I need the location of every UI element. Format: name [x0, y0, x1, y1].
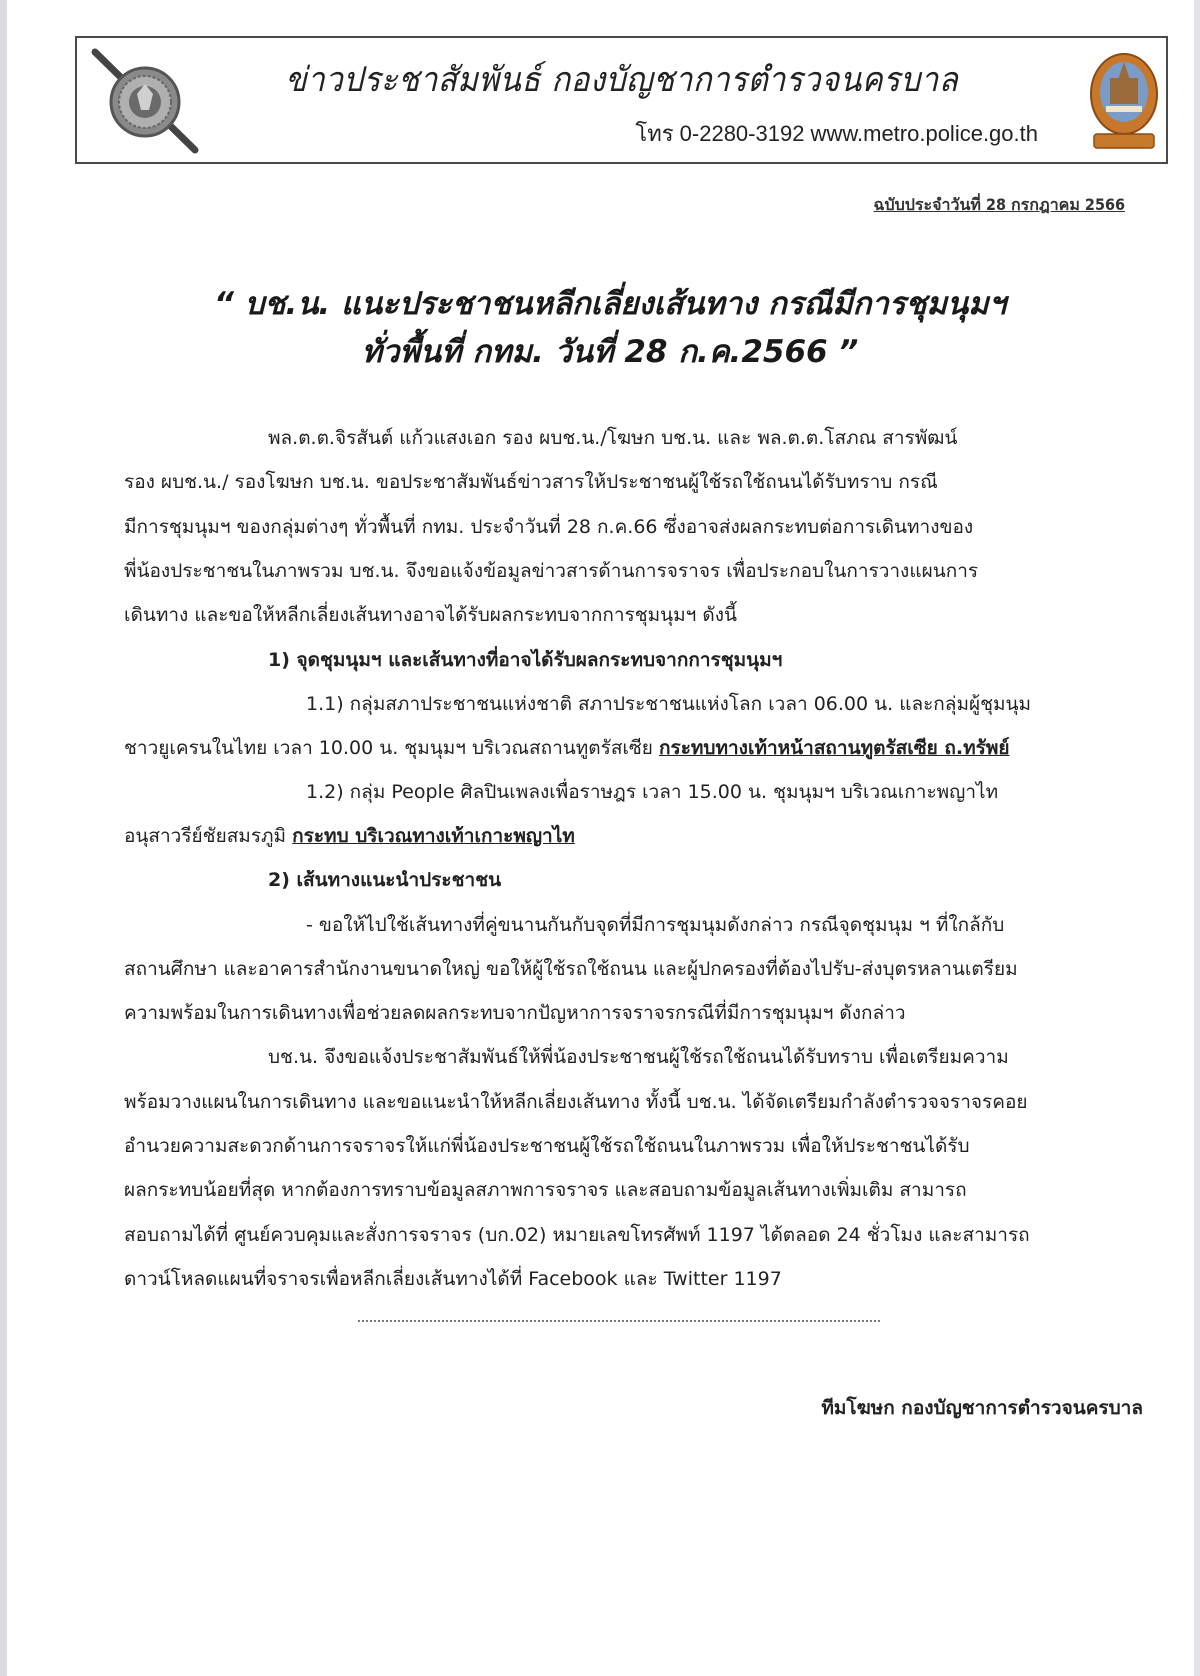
section-2-heading: 2) เส้นทางแนะนำประชาชน [268, 869, 502, 891]
closing-line: อำนวยความสะดวกด้านการจราจรให้แก่พี่น้องประชาชนผู้ใช้รถใช้ถนนในภาพรวม เพื่อให้ประชาชนได้รับ [124, 1135, 970, 1157]
page-edge-left [0, 0, 7, 1676]
section-2-line: สถานศึกษา และอาคารสำนักงานขนาดใหญ่ ขอให้ผู้ใช้รถใช้ถนน และผู้ปกครองที่ต้องไปรับ-ส่งบุตรหลานเตรียม [124, 958, 1018, 980]
item-1-1-line-2 [124, 733, 1010, 763]
item-1-1-line-1: 1.1) กลุ่มสภาประชาชนแห่งชาติ สภาประชาชนแห่งโลก เวลา 06.00 น. และกลุ่มผู้ชุมนุม [306, 693, 1032, 715]
headline-line-1: “ บช.น. แนะประชาชนหลีกเลี่ยงเส้นทาง กรณีมีการชุมนุมฯ [213, 286, 1006, 322]
closing-line: สอบถามได้ที่ ศูนย์ควบคุมและสั่งการจราจร (บก.02) หมายเลขโทรศัพท์ 1197 ได้ตลอด 24 ชั่วโมง และสามารถ [124, 1224, 1030, 1246]
section-2-line: ความพร้อมในการเดินทางเพื่อช่วยลดผลกระทบจากปัญหาการจราจรกรณีที่มีการชุมนุมฯ ดังกล่าว [124, 1002, 906, 1024]
metropolitan-police-seal-icon [1088, 48, 1160, 154]
closing-line: พร้อมวางแผนในการเดินทาง และขอแนะนำให้หลีกเลี่ยงเส้นทาง ทั้งนี้ บช.น. ได้จัดเตรียมกำลังตำรวจจราจรคอย [124, 1091, 1028, 1113]
closing-line: ผลกระทบน้อยที่สุด หากต้องการทราบข้อมูลสภาพการจราจร และสอบถามข้อมูลเส้นทางเพิ่มเติม สามารถ [124, 1179, 967, 1201]
item-1-2-line-1: 1.2) กลุ่ม People ศิลปินเพลงเพื่อราษฎร เวลา 15.00 น. ชุมนุมฯ บริเวณเกาะพญาไท [306, 781, 999, 803]
signature: ทีมโฆษก กองบัญชาการตำรวจนครบาล [821, 1397, 1143, 1419]
intro-line: รอง ผบช.น./ รองโฆษก บช.น. ขอประชาสัมพันธ์ข่าวสารให้ประชาชนผู้ใช้รถใช้ถนนได้รับทราบ กรณี [124, 471, 938, 493]
intro-line: พล.ต.ต.จิรสันต์ แก้วแสงเอก รอง ผบช.น./โฆษก บช.น. และ พล.ต.ต.โสภณ สารพัฒน์ [268, 427, 958, 449]
item-1-2-text: อนุสาวรีย์ชัยสมรภูมิ [124, 825, 293, 847]
dotted-separator [358, 1320, 880, 1322]
intro-line: เดินทาง และขอให้หลีกเลี่ยงเส้นทางอาจได้รับผลกระทบจากการชุมนุมฯ ดังนี้ [124, 604, 737, 626]
police-emblem-icon [87, 44, 205, 156]
section-2-line: - ขอให้ไปใช้เส้นทางที่คู่ขนานกันกับจุดที่มีการชุมนุมดังกล่าว กรณีจุดชุมนุม ฯ ที่ใกล้กับ [306, 914, 1005, 936]
letterhead [75, 36, 1168, 164]
section-1-heading: 1) จุดชุมนุมฯ และเส้นทางที่อาจได้รับผลกระทบจากการชุมนุมฯ [268, 649, 783, 671]
item-1-2-impact: กระทบ บริเวณทางเท้าเกาะพญาไท [292, 825, 575, 847]
letterhead-title: ข่าวประชาสัมพันธ์ กองบัญชาการตำรวจนครบาล [285, 60, 959, 100]
page-edge-right [1194, 0, 1200, 1676]
item-1-1-impact: กระทบทางเท้าหน้าสถานทูตรัสเซีย ถ.ทรัพย์ [658, 737, 1010, 759]
item-1-2-line-2 [124, 821, 575, 851]
closing-line: ดาวน์โหลดแผนที่จราจรเพื่อหลีกเลี่ยงเส้นทางได้ที่ Facebook และ Twitter 1197 [124, 1268, 782, 1290]
letterhead-contact: โทร 0-2280-3192 www.metro.police.go.th [635, 121, 1038, 146]
headline-line-2: ทั่วพื้นที่ กทม. วันที่ 28 ก.ค.2566 ” [361, 334, 859, 370]
item-1-1-text: ชาวยูเครนในไทย เวลา 10.00 น. ชุมนุมฯ บริเวณสถานทูตรัสเซีย [124, 737, 659, 759]
issue-date: ฉบับประจำวันที่ 28 กรกฎาคม 2566 [873, 195, 1125, 214]
closing-line: บช.น. จึงขอแจ้งประชาสัมพันธ์ให้พี่น้องประชาชนผู้ใช้รถใช้ถนนได้รับทราบ เพื่อเตรียมความ [268, 1046, 1009, 1068]
intro-line: พี่น้องประชาชนในภาพรวม บช.น. จึงขอแจ้งข้อมูลข่าวสารด้านการจราจร เพื่อประกอบในการวางแผนการ [124, 560, 979, 582]
intro-line: มีการชุมนุมฯ ของกลุ่มต่างๆ ทั่วพื้นที่ กทม. ประจำวันที่ 28 ก.ค.66 ซึ่งอาจส่งผลกระทบต่อการเดินทางของ [124, 516, 974, 538]
